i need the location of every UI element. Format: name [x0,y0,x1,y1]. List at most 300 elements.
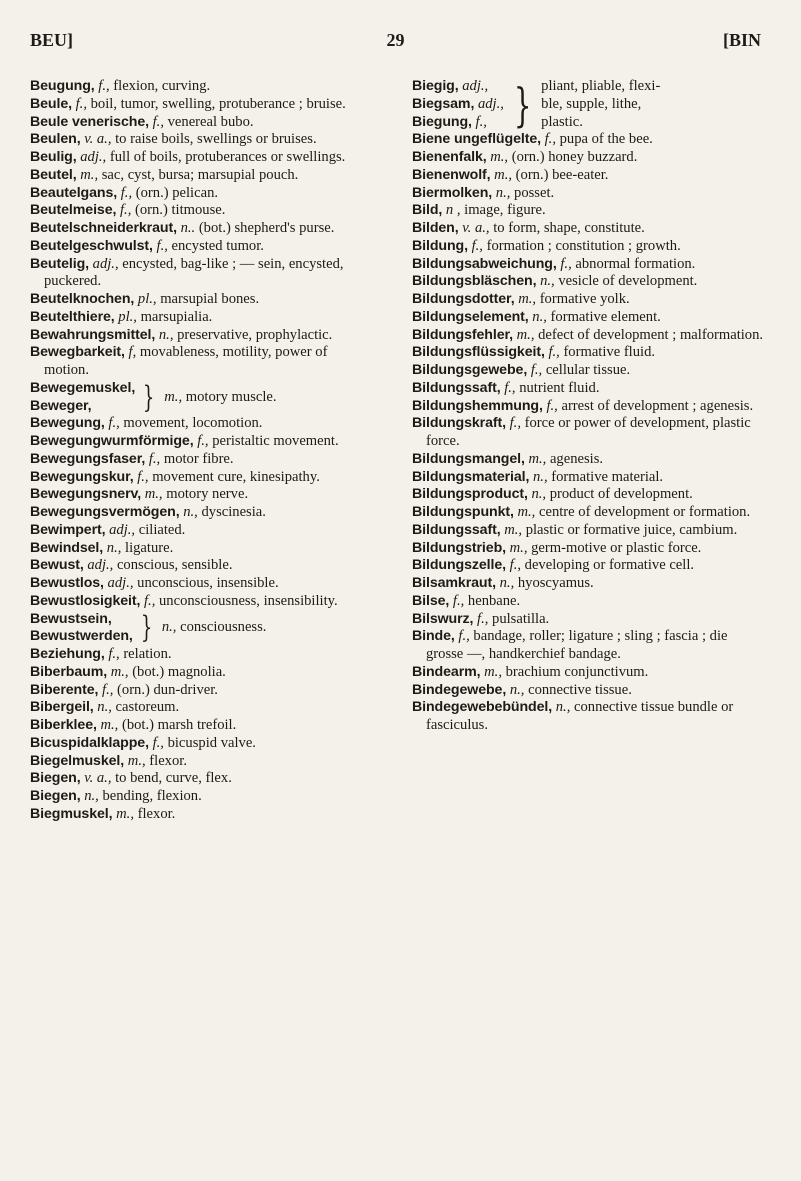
dictionary-entry [412,256,764,274]
entry-definition: flexor. [145,752,187,769]
entry-definition: formative fluid. [559,344,656,361]
dictionary-entry [30,202,375,220]
entry-definition: marsupialia. [136,308,213,325]
entry-grammar: f., [506,557,521,574]
dictionary-entry [30,504,375,522]
right-column [412,78,764,735]
entry-definition-group [162,389,276,407]
entry-definition: posset. [510,184,555,201]
entry-grammar: f., [148,734,164,751]
entry-headword: Binde, [412,628,455,645]
entry-definition: pupa of the bee. [555,131,653,148]
entry-headword: Biene ungeflügelte, [412,131,541,148]
entry-definition: motory muscle. [182,388,277,405]
entry-grammar: adj., [89,255,119,272]
entry-definition: marsupial bones. [156,291,260,307]
dictionary-entry [412,398,764,416]
entry-headword: Bindearm, [412,663,481,680]
entry-headword: Biegung, [412,113,472,130]
entry-definition: hyoscyamus. [514,575,594,591]
entry-grammar: n., [528,308,547,325]
entry-grammar: m., [76,166,99,183]
dictionary-entry [30,114,375,132]
dictionary-entry [412,202,764,220]
entry-grammar: n., [161,619,177,636]
entry-headword: Beulig, [30,149,77,165]
entry-definition: vesicle of development. [554,273,698,290]
entry-headword: Beutelgeschwulst, [30,237,153,254]
dictionary-entry [30,309,375,327]
entry-grammar: f., [527,362,543,378]
dictionary-entry [30,557,375,575]
entry-headword: Biegig, [412,78,459,94]
entry-definition: formative element. [546,308,661,325]
entry-headword: Bewegemuskel, [30,379,136,396]
dictionary-entry [30,451,375,469]
entry-grammar: f., [152,237,168,254]
entry-definition: motory nerve. [162,486,249,503]
entry-headword: Bewustlos, [30,575,104,591]
entry-grammar: adj., [474,95,504,112]
dictionary-entry [30,220,375,238]
entry-headword: Bildungsmaterial, [412,468,530,485]
entry-grammar: f., [556,255,572,272]
dictionary-entry [412,380,764,398]
entry-grammar: n , [442,202,461,219]
entry-headword: Bildungsbläschen, [412,273,537,290]
entry-grammar: v. a., [458,220,490,236]
entry-definition: cellular tissue. [542,362,631,378]
entry-definition: motor fibre. [160,450,234,467]
entry-headword: Beulen, [30,131,81,148]
entry-grammar: f., [117,184,133,201]
entry-headword: Bienenfalk, [412,149,487,165]
entry-definition: connective tissue. [524,681,632,698]
dictionary-entry [30,185,375,203]
entry-definition: boil, tumor, swelling, protuberance ; bruise. [86,95,346,112]
entry-grammar: m., [164,388,183,405]
dictionary-entry [412,628,764,664]
entry-definition: conscious, sensible. [113,557,233,574]
entry-grammar: m., [500,521,523,538]
entry-definition: henbane. [464,592,521,609]
entry-definition: (orn.) titmouse. [131,202,226,219]
dictionary-entry [30,149,375,167]
dictionary-entry [30,717,375,735]
dictionary-entry [412,149,764,167]
dictionary-entry [30,469,375,487]
dictionary-entry [30,646,375,664]
dictionary-entry [412,504,764,522]
entry-definition: (orn.) honey buzzard. [508,149,638,165]
entry-headword: Bibergeil, [30,699,94,716]
entry-headword: Beutel, [30,166,77,183]
entry-headword: Bildungshemmung, [412,397,543,414]
dictionary-entry [412,682,764,700]
entry-grammar: f., [193,433,209,449]
dictionary-entry [412,664,764,682]
entry-grammar: f., [133,468,149,485]
dictionary-entry [412,593,764,611]
entry-grammar: n., [93,699,112,716]
dictionary-entry [412,486,764,504]
left-column [30,78,375,824]
entry-grammar: adj., [76,149,107,165]
entry-definition: (orn.) dun-driver. [113,681,218,698]
dictionary-entry [30,753,375,771]
entry-headword: Bewegung, [30,415,105,432]
dictionary-entry [412,131,764,149]
entry-grammar: adj., [83,557,114,574]
entry-grammar: n., [103,539,122,556]
entry-headword: Bildungssaft, [412,379,501,396]
dictionary-entry [30,415,375,433]
entry-grammar: n., [527,486,547,503]
entry-headword: Biegelmuskel, [30,752,125,769]
entry-grammar: f., [104,646,120,662]
entry-definition: sac, cyst, bursa; marsupial pouch. [98,166,299,183]
dictionary-entry [30,770,375,788]
entry-grammar: f., [148,113,164,130]
entry-definition: bicuspid valve. [163,734,256,751]
entry-definition: pliant, pliable, flexi- [541,78,661,94]
entry-grammar: n., [506,681,525,698]
entry-headword: Bilsamkraut, [412,575,496,591]
entry-grammar: f., [473,610,489,627]
header-range-start: BEU] [30,30,74,50]
entry-grammar: f., [500,379,516,396]
entry-headword: Bildungselement, [412,308,529,325]
entry-headword: Biegmuskel, [30,805,113,822]
entry-headword: Beweger, [30,397,92,414]
dictionary-entry [412,185,764,203]
entry-definition: agenesis. [546,450,604,467]
entry-grammar: m., [505,539,528,556]
entry-headword: Bewegungsvermögen, [30,504,180,520]
entry-definition: ble, supple, lithe, [541,95,642,112]
entry-definition: force or power of development, plastic force. [426,415,751,449]
entry-headword: Beutelig, [30,255,90,272]
entry-headword: Bewegbarkeit, [30,344,125,361]
entry-headword: Bildungsfehler, [412,326,513,343]
entry-grammar: f., [542,397,558,414]
page-number: 29 [386,30,405,50]
entry-definition: plastic. [541,113,583,130]
entry-definition: formative yolk. [536,291,630,307]
entry-definition: formation ; constitution ; growth. [482,237,681,254]
entry-grammar: n., [80,788,99,804]
entry-grammar: m., [486,149,509,165]
entry-definition: encysted tumor. [167,237,264,254]
entry-grammar: v. a., [80,770,112,787]
entry-headword: Bildungszelle, [412,557,506,574]
entry-definition: (bot.) marsh trefoil. [118,717,237,733]
entry-grammar: f., [471,113,487,130]
entry-headword: Biermolken, [412,184,493,201]
entry-grammar: m., [514,291,537,307]
entry-definition: bending, flexion. [98,788,202,804]
dictionary-entry [30,806,375,824]
entry-grammar: m., [480,663,502,680]
entry-headword: Bewustsein, [30,610,112,627]
dictionary-entry [30,327,375,345]
entry-grammar: m., [524,450,547,467]
dictionary-entry [412,309,764,327]
entry-grammar: f., [544,344,560,361]
entry-definition: (orn.) bee-eater. [512,166,609,183]
entry-grammar: f, [124,344,137,361]
entry-definition: flexion, curving. [109,78,211,94]
dictionary-entry [412,220,764,238]
entry-headword: Biberklee, [30,717,97,733]
entry-definition: developing or formative cell. [521,557,695,574]
entry-headword: Biegen, [30,770,81,787]
dictionary-entry [412,469,764,487]
entry-headword: Bildungsabweichung, [412,255,557,272]
dictionary-entry-group [412,78,764,131]
entry-definition: germ-motive or plastic force. [527,539,702,556]
entry-definition: preservative, prophylactic. [173,326,333,343]
entry-grammar: m., [107,663,129,680]
entry-headword: Beule venerische, [30,113,149,130]
dictionary-entry [412,415,764,451]
entry-headword: Bewegungsnerv, [30,486,142,503]
entry-grammar: n., [529,468,548,485]
dictionary-entry [30,699,375,717]
entry-headword: Bildung, [412,237,468,254]
entry-grammar: f., [449,592,465,609]
entry-headword: Bildungsflüssigkeit, [412,344,545,361]
entry-headword: Beziehung, [30,646,105,662]
entry-headword: Bildungsmangel, [412,450,525,467]
dictionary-entry [30,522,375,540]
entry-head-row [412,78,504,96]
entry-definition: plastic or formative juice, cambium. [522,521,738,538]
dictionary-entry [30,593,375,611]
entry-headword: Bewustwerden, [30,628,133,645]
dictionary-entry [30,131,375,149]
entry-grammar: m., [490,166,513,183]
entry-grammar: n., [495,575,515,591]
dictionary-entry [30,433,375,451]
entry-grammar: n., [536,273,555,290]
entry-definition: bandage, roller; ligature ; sling ; fascia ; die grosse —, handkerchief bandage. [426,628,728,662]
entry-grammar: m., [112,805,134,822]
entry-grammar: n., [552,699,571,716]
entry-grammar: pl., [114,308,137,325]
entry-headword: Biberente, [30,681,99,698]
entry-headword: Bewustlosigkeit, [30,592,141,609]
entry-grammar: f., [505,415,521,432]
entry-headword: Bild, [412,202,443,219]
entry-grammar: n., [492,184,511,201]
entry-headword: Bildungstrieb, [412,539,506,556]
entry-grammar: f., [104,415,120,432]
entry-definition: castoreum. [111,699,180,716]
entry-grammar: f., [140,592,156,609]
entry-definition: movableness, motility, power of motion. [44,344,328,378]
entry-headword: Bildungsgewebe, [412,362,528,378]
brace-glyph: } [142,379,155,415]
dictionary-entry [30,575,375,593]
page-header [30,30,761,56]
entry-headword: Bilse, [412,592,450,609]
brace-glyph: } [513,77,532,132]
entry-definition: (bot.) shepherd's purse. [195,220,335,236]
entry-definition: relation. [119,646,172,662]
dictionary-entry [412,327,764,345]
entry-grammar: adj., [458,78,489,94]
dictionary-entry [30,256,375,292]
entry-headword: Beugung, [30,78,95,94]
dictionary-entry [30,344,375,380]
entry-head-row [412,96,504,114]
entry-headword: Bildungsdotter, [412,291,515,307]
entry-headword: Bewegungwurmförmige, [30,433,194,449]
entry-definition: nutrient fluid. [515,379,600,396]
entry-definition: ligature. [121,539,174,556]
entry-headword: Beautelgans, [30,184,118,201]
entry-headword: Bildungspunkt, [412,504,514,520]
entry-definition: movement cure, kinesipathy. [148,468,320,485]
entry-grammar: n., [155,326,174,343]
entry-headword: Bewahrungsmittel, [30,326,156,343]
entry-definition-group [160,619,267,637]
entry-definition: to raise boils, swellings or bruises. [111,131,317,148]
entry-grammar: f., [71,95,87,112]
entry-headword: Bewust, [30,557,84,574]
entry-definition: connective tissue bundle or fasciculus. [426,699,734,733]
dictionary-entry [30,238,375,256]
dictionary-entry [412,362,764,380]
entry-definition: pulsatilla. [488,610,550,627]
entry-grammar: f., [145,450,161,467]
entry-definition: arrest of development ; agenesis. [557,397,754,414]
dictionary-entry [30,664,375,682]
dictionary-entry [412,238,764,256]
entry-definition: defect of development ; malformation. [534,326,764,343]
entry-definition-group [541,78,660,131]
dictionary-entry-group [30,611,375,647]
entry-definition: unconscious, insensible. [133,575,279,591]
entry-definition: movement, locomotion. [119,415,263,432]
entry-grammar: f., [540,131,556,148]
entry-headword: Bindegewebe, [412,681,507,698]
entry-headword: Bicuspidalklappe, [30,734,149,751]
dictionary-entry [30,682,375,700]
brace-glyph: } [140,610,153,646]
entry-grammar: f., [98,681,114,698]
dictionary-entry [30,78,375,96]
entry-headword: Beule, [30,95,72,112]
entry-grammar: pl., [134,291,157,307]
entry-grammar: f., [116,202,132,219]
entry-grammar: m., [513,504,536,520]
entry-grammar: f., [94,78,110,94]
entry-headword: Beutelschneiderkraut, [30,220,177,236]
dictionary-entry [30,735,375,753]
entry-grammar: m., [141,486,163,503]
entry-definition: product of development. [546,486,693,503]
dictionary-entry [30,486,375,504]
dictionary-entry [412,575,764,593]
entry-headword: Bindegewebebündel, [412,699,553,716]
entry-headword: Bilden, [412,220,459,236]
entry-grammar: f., [467,237,483,254]
entry-grammar: f., [454,628,470,645]
dictionary-entry [412,291,764,309]
entry-definition: image, figure. [460,202,546,219]
dictionary-entry [412,557,764,575]
dictionary-entry [30,167,375,185]
entry-headword: Beutelknochen, [30,291,135,307]
entry-headword: Bewindsel, [30,539,104,556]
entry-headword: Beutelmeise, [30,202,117,219]
dictionary-entry [30,291,375,309]
entry-grammar: m., [96,717,119,733]
entry-definition: consciousness. [176,619,267,636]
dictionary-entry [30,540,375,558]
entry-head-row [412,114,504,132]
entry-grammar: n.. [176,220,196,236]
dictionary-entry [412,611,764,629]
entry-grammar: adj., [103,575,134,591]
entry-headword: Beutelthiere, [30,308,115,325]
entry-definition: (bot.) magnolia. [128,663,226,680]
entry-definition: flexor. [133,805,176,822]
entry-headword: Bildungskraft, [412,415,506,432]
entry-grammar: n., [179,504,198,520]
entry-definition: to form, shape, constitute. [489,220,645,236]
entry-headword: Bewegungskur, [30,468,134,485]
entry-definition: venereal bubo. [163,113,254,130]
entry-headword: Bildungsproduct, [412,486,528,503]
entry-definition: formative material. [547,468,664,485]
entry-headword: Biberbaum, [30,663,108,680]
entry-definition: dyscinesia. [197,504,266,520]
entry-definition: brachium conjunctivum. [501,663,649,680]
entry-definition: ciliated. [135,521,186,538]
dictionary-entry [30,96,375,114]
entry-headword: Biegen, [30,788,81,804]
entry-headword: Bewimpert, [30,521,106,538]
dictionary-entry [30,788,375,806]
dictionary-entry [412,451,764,469]
dictionary-entry-group [30,380,375,416]
header-range-end: [BIN [722,30,761,50]
entry-grammar: m., [124,752,146,769]
entry-definition: peristaltic movement. [208,433,339,449]
entry-definition: (orn.) pelican. [132,184,219,201]
entry-headword: Biegsam, [412,95,475,112]
dictionary-entry [412,699,764,735]
entry-definition: encysted, bag-like ; — sein, encysted, puckered. [44,255,344,290]
entry-definition: unconsciousness, insensibility. [155,592,338,609]
entry-definition: full of boils, protuberances or swellings. [106,149,346,165]
entry-headword: Bewegungsfaser, [30,450,146,467]
dictionary-entry [412,167,764,185]
entry-headword: Bildungssaft, [412,521,501,538]
dictionary-entry [412,540,764,558]
entry-definition: abnormal formation. [571,255,696,272]
dictionary-entry [412,344,764,362]
entry-grammar: adj., [105,521,136,538]
entry-headword: Bilswurz, [412,610,474,627]
dictionary-entry [412,273,764,291]
dictionary-entry [412,522,764,540]
entry-definition: centre of development or formation. [535,504,751,520]
entry-definition: to bend, curve, flex. [111,770,232,787]
